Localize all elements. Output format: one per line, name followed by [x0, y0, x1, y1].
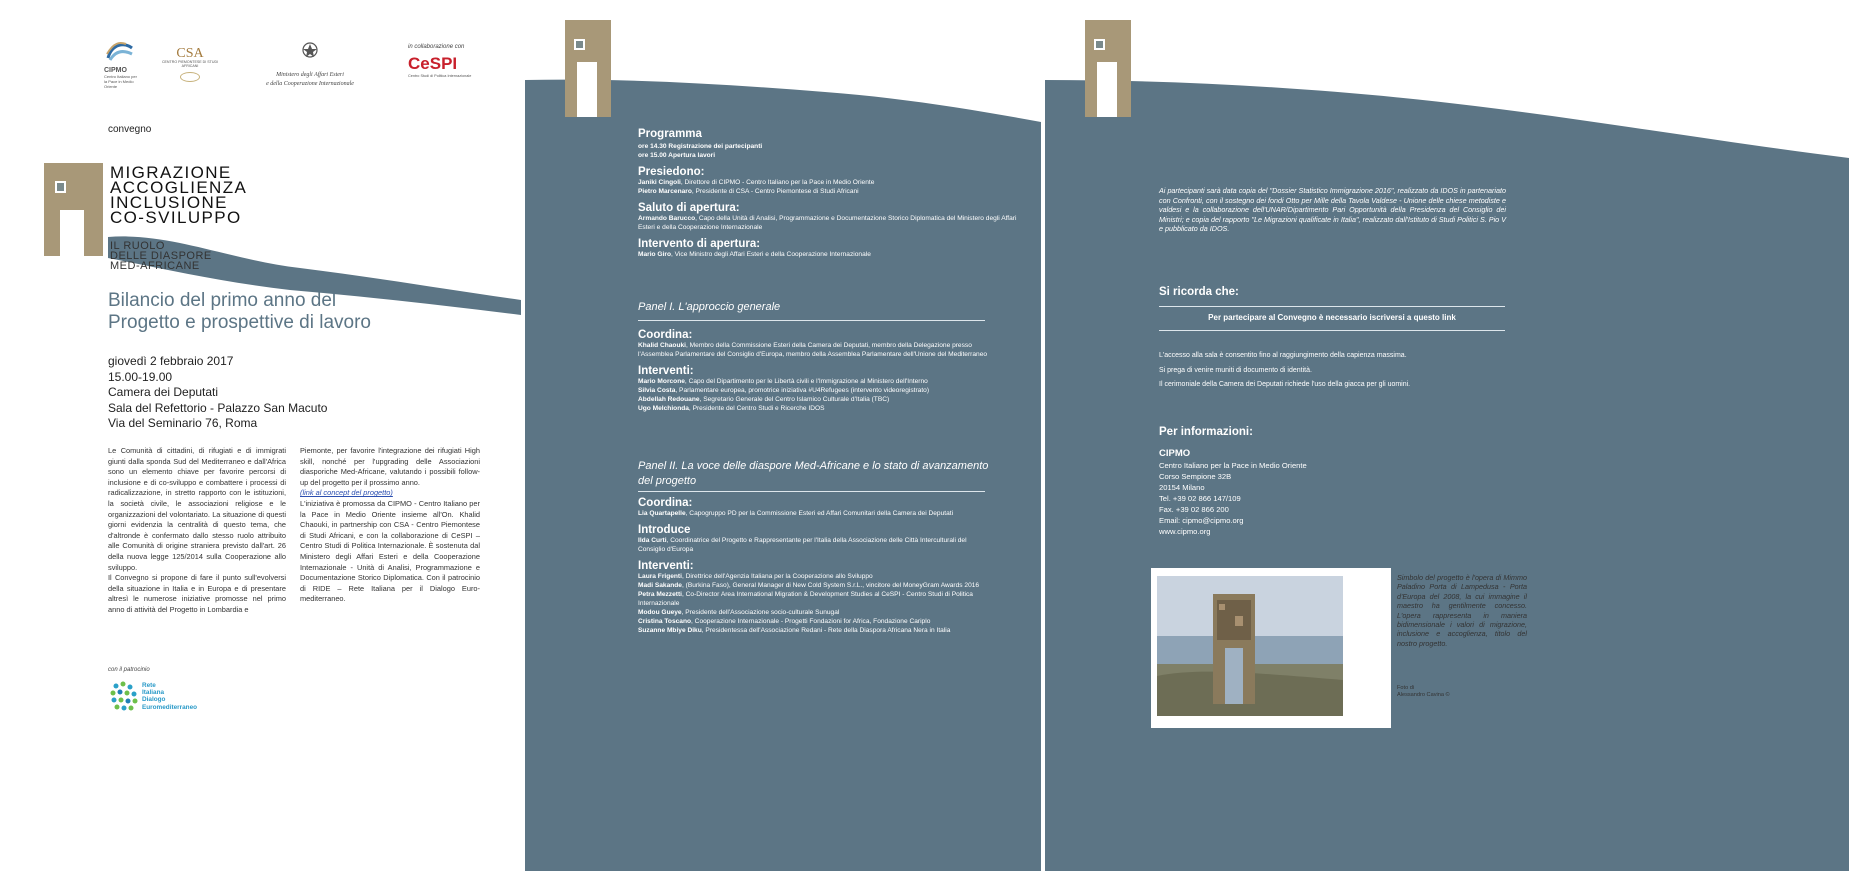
divider: [1159, 330, 1505, 331]
presiedono-item-2: Pietro Marcenaro, Presidente di CSA - Centro Piemontese di Studi Africani: [638, 188, 859, 195]
ministero-logo: [265, 40, 355, 89]
title-line-4: CO-SVILUPPO: [110, 208, 242, 227]
ride-line-3: Dialogo: [142, 696, 166, 704]
event-address: Via del Seminario 76, Roma: [108, 416, 258, 430]
event-time: 15.00-19.00: [108, 369, 173, 384]
registration-link[interactable]: Per partecipare al Convegno è necessario iscriversi a questo link: [1208, 313, 1456, 322]
notes-list: [1159, 351, 1519, 390]
interventi-2-item-3: Petra Mezzetti, Co-Director Area International Migration & Development Studies al CeSPI - Centro Studi di Politica Internazionale: [638, 591, 973, 607]
body-column-1: [108, 446, 286, 616]
title-line-1: MIGRAZIONE: [110, 163, 232, 182]
photo-credit-line-2: Alessandro Cavina ©: [1397, 692, 1450, 698]
collab-label: in collaborazione con: [408, 44, 465, 50]
event-subtitle: [110, 241, 212, 271]
bilancio-line-2: Progetto e prospettive di lavoro: [108, 312, 371, 333]
interventi-2-title: Interventi:: [638, 560, 694, 572]
intervento-title: Intervento di apertura:: [638, 238, 761, 250]
csa-logo-text: CENTRO PIEMONTESE DI STUDI AFRICANI: [161, 60, 219, 68]
divider: [638, 491, 985, 492]
event-date: giovedì 2 febbraio 2017: [108, 354, 234, 368]
program-section: [638, 128, 1018, 259]
ricorda-title: Si ricorda che:: [1159, 286, 1239, 298]
porta-lampedusa-photo: [1157, 576, 1343, 716]
presiedono-item-1: Janiki Cingoli, Direttore di CIPMO - Centro Italiano per la Pace in Medio Oriente: [638, 179, 875, 186]
cespi-logo-sub: Centro Studi di Politica Internazionale: [408, 74, 472, 78]
interventi-2-item-5: Cristina Toscano, Cooperazione Internazionale - Progetti Fondazioni for Africa, Fondazione Cariplo: [638, 618, 931, 625]
divider: [1159, 306, 1505, 307]
ride-line-1: Rete: [142, 682, 156, 689]
bilancio-line-1: Bilancio del primo anno del: [108, 290, 337, 311]
contact-email[interactable]: Email: cipmo@cipmo.org: [1159, 516, 1244, 525]
interventi-1-item-4: Ugo Melchionda, Presidente del Centro Studi e Ricerche IDOS: [638, 405, 825, 412]
photo-frame: [1151, 568, 1391, 728]
event-place: Camera dei Deputati: [108, 385, 219, 399]
ride-logo-text: [142, 682, 197, 711]
panel-1-title: Panel I. L'approccio generale: [638, 301, 781, 313]
csa-emblem-icon: [180, 72, 200, 82]
title-line-3: INCLUSIONE: [110, 193, 228, 212]
panel-2-title-line-2: del progetto: [638, 475, 697, 487]
body-paragraph-3: Piemonte, per favorire l'integrazione dei rifugiati High skill, nonché per l'upgrading delle Associazioni diasporiche Med-Africane, valutando i possibili follow-up del progetto per il prossimo anno.: [300, 446, 480, 487]
event-title: [110, 165, 247, 225]
programma-line-2: ore 15.00 Apertura lavori: [638, 152, 716, 159]
contact-line: Tel. +39 02 866 147/109: [1159, 494, 1241, 503]
convegno-label: convegno: [108, 124, 152, 135]
contact-line: Fax. +39 02 866 200: [1159, 505, 1229, 514]
panel-2-section: [638, 497, 988, 635]
contact-line: Centro Italiano per la Pace in Medio Oriente: [1159, 461, 1307, 470]
coordina-1-title: Coordina:: [638, 329, 693, 341]
divider: [638, 320, 985, 321]
body-paragraph-2: Il Convegno si propone di fare il punto sull'evolversi della situazione in Italia e in Europa e di presentare altresì le numerose iniziative promosse nel primo anno di attività del Progetto in Lombardia e: [108, 573, 286, 614]
invitation-page-2: [525, 0, 1041, 871]
patrocinio-label: con il patrocinio: [108, 667, 150, 673]
programma-title: Programma: [638, 128, 702, 140]
photo-credit-line-1: Foto di: [1397, 685, 1415, 691]
ministero-line-2: e della Cooperazione Internazionale: [266, 81, 354, 87]
event-details: [108, 354, 327, 432]
intervento-item: Mario Giro, Vice Ministro degli Affari Esteri e della Cooperazione Internazionale: [638, 251, 871, 258]
interventi-2-item-2: Madi Sakande, (Burkina Faso), General Manager di New Cold System S.r.L., vincitore del MoneyGram Awards 2016: [638, 582, 980, 589]
cipmo-logo: [104, 40, 140, 89]
info-title: Per informazioni:: [1159, 426, 1253, 438]
wave-decoration: [0, 0, 521, 871]
introduce-item: Ilda Curti, Coordinatrice del Progetto e Rappresentante per l'Italia della Associazione delle Città Interculturali del Consiglio d'Europa: [638, 537, 967, 553]
note-item: Il cerimoniale della Camera dei Deputati richiede l'uso della giacca per gli uomini.: [1159, 381, 1411, 388]
interventi-2-item-6: Suzanne Mbiye Diku, Presidentessa dell'Associazione Redani - Rete della Diaspora Africana Nera in Italia: [638, 627, 951, 634]
invitation-page-1: [0, 0, 521, 871]
interventi-2-item-1: Laura Frigenti, Direttrice dell'Agenzia Italiana per la Cooperazione allo Sviluppo: [638, 573, 873, 580]
csa-logo: [155, 48, 225, 82]
body-paragraph-1: Le Comunità di cittadini, di rifugiati e di immigrati giunti dalla sponda Sud del Mediterraneo e dall'Africa sono un elemento chiave per favorire percorsi di inclusione e di co-sviluppo e combattere i processi di radicalizzazione, in stretto rapporto con le istituzioni, la società civile, le associazioni religiose e le organizzazioni del volontariato. La situazione di questi giorni evidenzia la centralità di questo tema, che d'altronde è confermato dallo stesso ruolo attribuito alle Comunità di origine straniera previsto dall'art. 26 della nuova legge 125/2014 sulla Cooperazione allo sviluppo.: [108, 446, 286, 572]
coordina-2-item: Lia Quartapelle, Capogruppo PD per la Commissione Esteri ed Affari Comunitari della Camera dei Deputati: [638, 510, 954, 517]
dossier-note: Ai partecipanti sarà data copia del "Dossier Statistico Immigrazione 2016", realizzato da IDOS in partenariato con Confronti, con il sostegno dei fondi Otto per Mille della Tavola Valdese - Unione delle chiese metodiste e valdesi e la collaborazione dell'UNAR/Dipartimento Pari Opportunità della Presidenza del Consiglio dei Ministri; e copia del rapporto "Le Migrazioni qualificate in Italia", realizzato dall'Istituto di Studi Politici S. Pio V e pubblicato da IDOS.: [1159, 186, 1506, 234]
body-column-2: [300, 446, 480, 605]
interventi-1-title: Interventi:: [638, 365, 694, 377]
ride-line-2: Italiana: [142, 689, 165, 697]
panel-2-title-line-1: Panel II. La voce delle diaspore Med-Africane e lo stato di avanzamento: [638, 460, 989, 472]
emblem-icon: [301, 40, 319, 60]
subtitle-line-1: IL RUOLO: [110, 240, 165, 252]
subtitle-line-2: DELLE DIASPORE: [110, 250, 212, 262]
cipmo-logo-text: CIPMO: [104, 67, 127, 74]
coordina-2-title: Coordina:: [638, 497, 693, 509]
ride-logo-icon: [108, 680, 140, 714]
programma-line-1: ore 14.30 Registrazione dei partecipanti: [638, 143, 763, 150]
concept-link[interactable]: (link al concept del progetto): [300, 488, 393, 498]
interventi-2-item-4: Modou Gueye, Presidente dell'Associazione socio-culturale Sunugal: [638, 609, 840, 616]
contact-website[interactable]: www.cipmo.org: [1159, 527, 1211, 536]
photo-credit: [1397, 685, 1450, 699]
interventi-1-item-3: Abdellah Redouane, Segretario Generale del Centro Islamico Culturale d'Italia (TBC): [638, 396, 890, 403]
panel-1-section: [638, 329, 988, 413]
introduce-title: Introduce: [638, 524, 691, 536]
invitation-page-3: [1045, 0, 1849, 871]
note-item: L'accesso alla sala è consentito fino al raggiungimento della capienza massima.: [1159, 352, 1407, 359]
bilancio-heading: [108, 290, 371, 334]
presiedono-title: Presiedono:: [638, 166, 705, 178]
title-line-2: ACCOGLIENZA: [110, 178, 248, 197]
contact-line: 20154 Milano: [1159, 483, 1205, 492]
note-item: Si prega di venire muniti di documento di identità.: [1159, 366, 1312, 374]
event-room: Sala del Refettorio - Palazzo San Macuto: [108, 400, 328, 415]
subtitle-line-3: MED-AFRICANE: [110, 260, 200, 272]
contact-name: CIPMO: [1159, 448, 1191, 459]
coordina-1-item: Khalid Chaouki, Membro della Commissione Esteri della Camera dei Deputati, membro della Delegazione presso l'Assemblea Parlamentare del Consiglio d'Europa, membro della Assemblea Parlamentare dell'Unione del Mediterraneo: [638, 342, 988, 358]
photo-caption: Simbolo del progetto è l'opera di Mimmo Paladino Porta di Lampedusa - Porta d'Europa del 2008, la cui immagine il maestro ha gentilmente concesso. L'opera rappresenta in maniera bidimensionale i valori di migrazione, inclusione e accoglienza, titolo del nostro progetto.: [1397, 573, 1527, 648]
cespi-logo: [408, 44, 488, 78]
saluto-title: Saluto di apertura:: [638, 202, 740, 214]
body-paragraph-4: L'iniziativa è promossa da CIPMO - Centro Italiano per la Pace in Medio Oriente insieme all'On. Khalid Chaouki, in partnership con CSA - Centro Piemontese di Studi Africani, e con la collaborazione di CeSPI – Centro Studi di Politica Internazionale. È sostenuta dal Ministero degli Affari Esteri e della Cooperazione Internazionale - Unità di Analisi, Programmazione e Documentazione Storico Diplomatica. Con il patrocinio di RIDE – Rete Italiana per il Dialogo Euro-mediterraneo.: [300, 498, 480, 604]
csa-monogram: CSA: [176, 46, 204, 61]
cespi-logo-text: CeSPI: [408, 54, 458, 73]
ministero-line-1: Ministero degli Affari Esteri: [276, 72, 344, 78]
interventi-1-item-1: Mario Morcone, Capo del Dipartimento per le Libertà civili e l'Immigrazione al Ministero dell'Interno: [638, 378, 928, 385]
cipmo-logo-icon: [104, 40, 136, 62]
ride-line-4: Euromediterraneo: [142, 703, 198, 711]
contact-details: [1159, 460, 1307, 537]
contact-line: Corso Sempione 32B: [1159, 472, 1232, 481]
saluto-item: Armando Barucco, Capo della Unità di Analisi, Programmazione e Documentazione Storico Diplomatica del Ministero degli Affari Esteri e della Cooperazione Internazionale: [638, 215, 1017, 231]
interventi-1-item-2: Silvia Costa, Parlamentare europea, promotrice iniziativa #U4Refugees (intervento videoregistrato): [638, 387, 930, 394]
cipmo-logo-sub: Centro Italiano per la Pace in Medio Oriente: [104, 74, 137, 89]
panel-2-title: [638, 459, 998, 489]
